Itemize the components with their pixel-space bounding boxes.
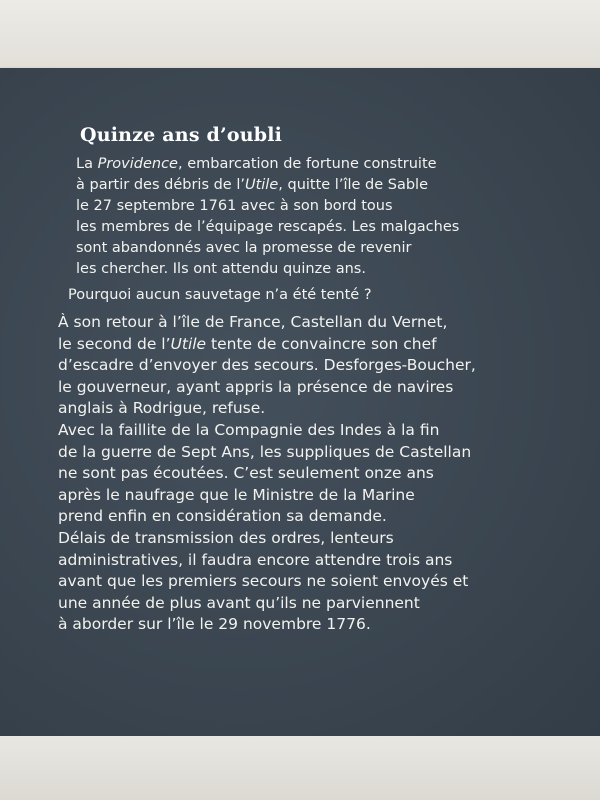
text-line: prend enfin en considération sa demande. — [58, 507, 387, 526]
text-line: La Providence, embarcation de fortune construite — [76, 156, 437, 172]
wall-background-bottom — [0, 736, 600, 800]
body-paragraph — [58, 312, 476, 636]
text-line: les chercher. Ils ont attendu quinze ans. — [76, 261, 366, 277]
text-line: le gouverneur, ayant appris la présence de navires — [58, 377, 454, 396]
museum-info-panel — [0, 68, 600, 736]
text-line: À son retour à l’île de France, Castellan du Vernet, — [58, 313, 448, 331]
text-line: une année de plus avant qu’ils ne parviennent — [58, 593, 420, 612]
text-line: d’escadre d’envoyer des secours. Desforges-Boucher, — [58, 356, 476, 375]
wall-background-top — [0, 0, 600, 70]
text-line: avant que les premiers secours ne soient envoyés et — [58, 572, 469, 591]
text-line: ne sont pas écoutées. C’est seulement onze ans — [58, 464, 434, 483]
intro-paragraph — [76, 154, 459, 280]
text-line: le 27 septembre 1761 avec à son bord tous — [76, 198, 393, 214]
panel-title: Quinze ans d’oubli — [80, 124, 283, 146]
text-line: les membres de l’équipage rescapés. Les malgaches — [76, 219, 460, 235]
text-line: à aborder sur l’île le 29 novembre 1776. — [58, 615, 371, 634]
panel-content — [0, 68, 600, 736]
text-line: à partir des débris de l’Utile, quitte l’île de Sable — [76, 177, 429, 193]
text-line: sont abandonnés avec la promesse de revenir — [76, 240, 412, 256]
question-heading: Pourquoi aucun sauvetage n’a été tenté ? — [68, 287, 372, 303]
text-line: administratives, il faudra encore attendre trois ans — [58, 550, 453, 569]
text-line: après le naufrage que le Ministre de la Marine — [58, 485, 415, 504]
text-line: anglais à Rodrigue, refuse. — [58, 399, 266, 418]
text-line: le second de l’Utile tente de convaincre son chef — [58, 334, 437, 353]
text-line: Délais de transmission des ordres, lenteurs — [58, 528, 394, 547]
text-line: de la guerre de Sept Ans, les suppliques de Castellan — [58, 442, 472, 461]
text-line: Avec la faillite de la Compagnie des Indes à la fin — [58, 420, 440, 439]
